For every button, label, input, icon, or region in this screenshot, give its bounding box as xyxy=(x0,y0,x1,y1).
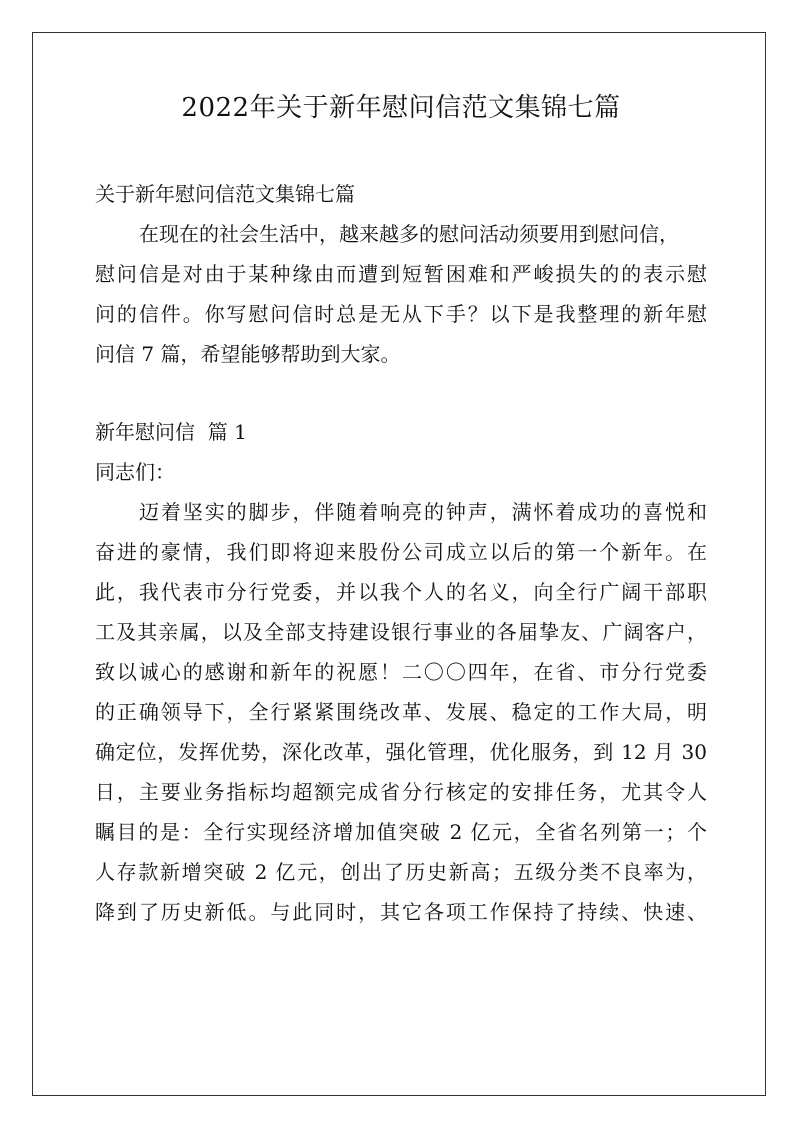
body-line: 瞩目的是：全行实现经济增加值突破 2 亿元，全省名列第一；个 xyxy=(95,820,707,844)
document-subtitle: 关于新年慰问信范文集锦七篇 xyxy=(95,182,355,206)
body-line: 人存款新增突破 2 亿元，创出了历史新高；五级分类不良率为， xyxy=(95,860,707,884)
body-line: 降到了历史新低。与此同时，其它各项工作保持了持续、快速、 xyxy=(95,900,707,924)
intro-paragraph xyxy=(95,214,707,374)
body-line: 迈着坚实的脚步，伴随着响亮的钟声，满怀着成功的喜悦和 xyxy=(139,500,707,524)
body-line: 奋进的豪情，我们即将迎来股份公司成立以后的第一个新年。在 xyxy=(95,540,707,564)
body-line: 日，主要业务指标均超额完成省分行核定的安排任务，尤其令人 xyxy=(95,780,707,804)
intro-line: 问信 7 篇，希望能够帮助到大家。 xyxy=(95,342,401,366)
body-line: 此，我代表市分行党委，并以我个人的名义，向全行广阔干部职 xyxy=(95,580,707,604)
body-line: 致以诚心的感谢和新年的祝愿！二〇〇四年，在省、市分行党委 xyxy=(95,660,707,684)
intro-line: 在现在的社会生活中，越来越多的慰问活动须要用到慰问信， xyxy=(139,222,679,246)
document-content xyxy=(95,90,707,932)
body-line: 确定位，发挥优势，深化改革，强化管理，优化服务，到 12 月 30 xyxy=(95,740,707,764)
document-title: 2022年关于新年慰问信范文集锦七篇 xyxy=(181,93,621,123)
intro-line: 问的信件。你写慰问信时总是无从下手？以下是我整理的新年慰 xyxy=(95,302,707,326)
intro-line: 慰问信是对由于某种缘由而遭到短暂困难和严峻损失的的表示慰 xyxy=(95,262,707,286)
section-gap xyxy=(95,374,707,412)
body-line: 的正确领导下，全行紧紧围绕改革、发展、稳定的工作大局，明 xyxy=(95,700,707,724)
body-line: 工及其亲属，以及全部支持建设银行事业的各届挚友、广阔客户， xyxy=(95,620,707,644)
section-heading: 新年慰问信 篇 1 xyxy=(95,420,247,444)
body-paragraph xyxy=(95,492,707,932)
salutation: 同志们： xyxy=(95,460,175,484)
